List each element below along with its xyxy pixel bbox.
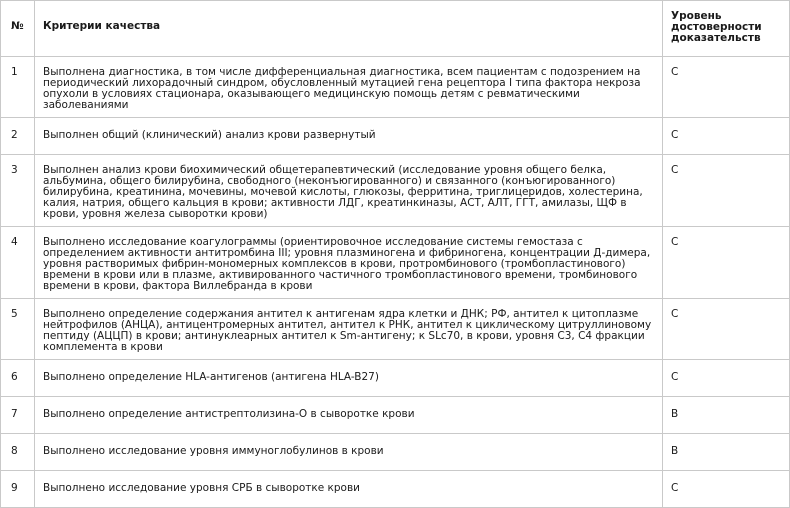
header-level: Уровень достоверности доказательств	[663, 1, 790, 57]
table-row	[1, 397, 790, 434]
table-row	[1, 118, 790, 155]
row-num: 6	[1, 360, 35, 397]
row-level: C	[663, 299, 790, 360]
header-num: №	[1, 1, 35, 57]
row-level: B	[663, 397, 790, 434]
row-criterion: Выполнен общий (клинический) анализ крови развернутый	[35, 118, 663, 155]
row-num: 8	[1, 434, 35, 471]
row-num: 3	[1, 155, 35, 227]
table-header-row	[1, 1, 790, 57]
row-num: 5	[1, 299, 35, 360]
row-criterion: Выполнено определение антистрептолизина-О в сыворотке крови	[35, 397, 663, 434]
row-level: C	[663, 360, 790, 397]
row-level: C	[663, 227, 790, 299]
row-criterion: Выполнено исследование уровня СРБ в сыворотке крови	[35, 471, 663, 508]
table-row	[1, 227, 790, 299]
header-criteria: Критерии качества	[35, 1, 663, 57]
table-row	[1, 299, 790, 360]
row-level: B	[663, 434, 790, 471]
row-level: C	[663, 57, 790, 118]
row-criterion: Выполнено определение HLA-антигенов (антигена HLA-B27)	[35, 360, 663, 397]
row-level: C	[663, 118, 790, 155]
row-num: 2	[1, 118, 35, 155]
table-row	[1, 434, 790, 471]
row-level: C	[663, 155, 790, 227]
table-row	[1, 471, 790, 508]
row-num: 7	[1, 397, 35, 434]
table-row	[1, 155, 790, 227]
row-criterion: Выполнено исследование уровня иммуноглобулинов в крови	[35, 434, 663, 471]
row-num: 4	[1, 227, 35, 299]
row-criterion: Выполнено исследование коагулограммы (ориентировочное исследование системы гемостаза с определением активности антитромбина III; уровня плазминогена и фибриногена, концентрации Д-димера, уровня растворимых фибрин-мономерных комплексов в крови, протромбинового (тромбопластинового) времени в крови или в плазме, активированного частичного тромбопластинового времени, тромбинового времени в крови, фактора Виллебранда в крови	[35, 227, 663, 299]
table-row	[1, 57, 790, 118]
row-num: 1	[1, 57, 35, 118]
row-level: C	[663, 471, 790, 508]
row-criterion: Выполнен анализ крови биохимический общетерапевтический (исследование уровня общего белка, альбумина, общего билирубина, свободного (неконъюгированного) и связанного (конъюгированного) билирубина, креатинина, мочевины, мочевой кислоты, глюкозы, ферритина, триглицеридов, холестерина, калия, натрия, общего кальция в крови; активности ЛДГ, креатинкиназы, АСТ, АЛТ, ГГТ, амилазы, ЩФ в крови, уровня железа сыворотки крови)	[35, 155, 663, 227]
row-criterion: Выполнено определение содержания антител к антигенам ядра клетки и ДНК; РФ, антител к цитоплазме нейтрофилов (АНЦА), антицентромерных антител, антител к РНК, антител к циклическому цитруллиновому пептиду (АЦЦП) в крови; антинуклеарных антител к Sm-антигену; к SLc70, в крови, уровня С3, С4 фракции комплемента в крови	[35, 299, 663, 360]
table-row	[1, 360, 790, 397]
row-criterion: Выполнена диагностика, в том числе дифференциальная диагностика, всем пациентам с подозрением на периодический лихорадочный синдром, обусловленный мутацией гена рецептора I типа фактора некроза опухоли в условиях стационара, оказывающего медицинскую помощь детям с ревматическими заболеваниями	[35, 57, 663, 118]
row-num: 9	[1, 471, 35, 508]
